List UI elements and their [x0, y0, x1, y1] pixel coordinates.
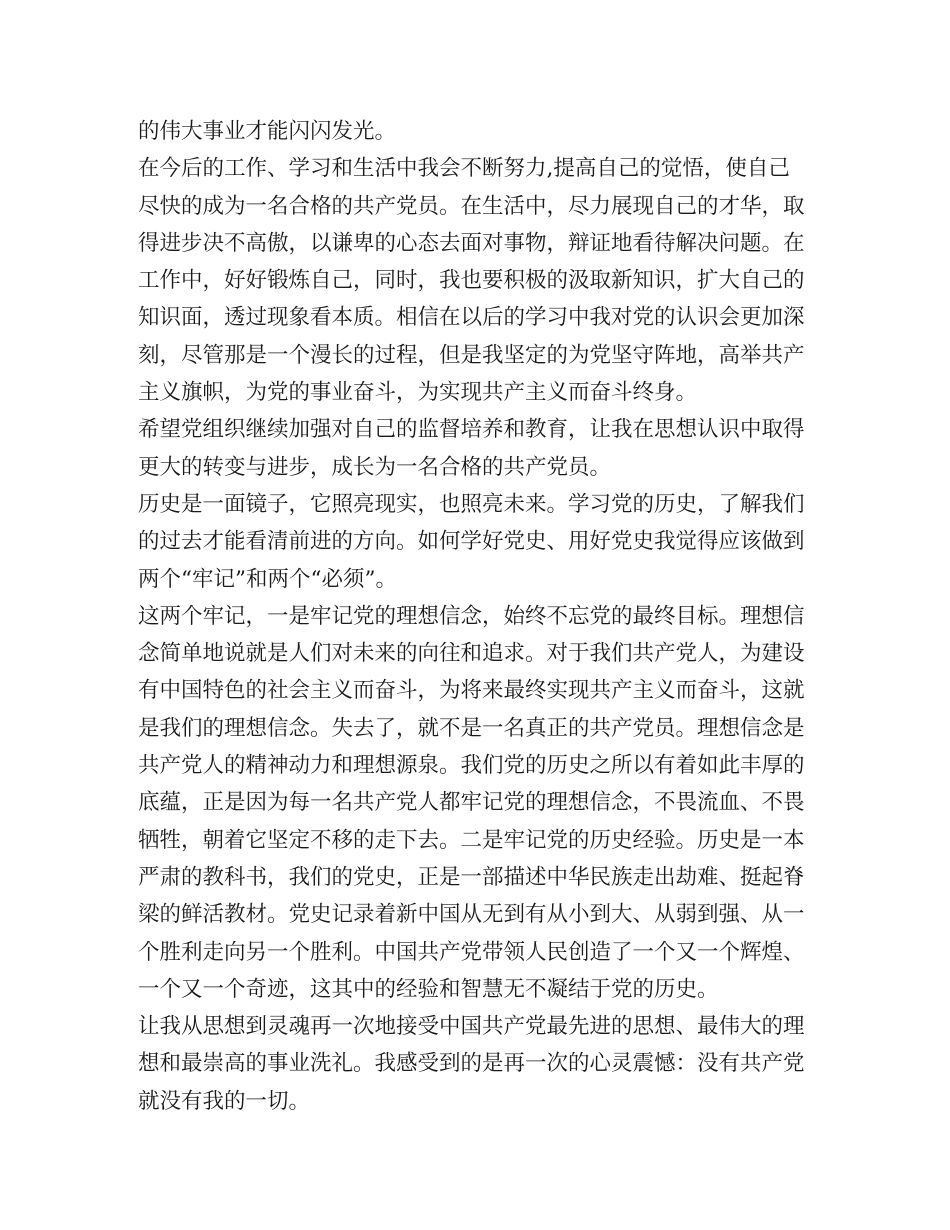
text-line: 两个“牢记”和两个“必须”。	[138, 566, 397, 592]
text-line: 历史是一面镜子，它照亮现实，也照亮未来。学习党的历史，了解我们	[138, 491, 805, 517]
text-line: 的过去才能看清前进的方向。如何学好党史、用好党史我觉得应该做到	[138, 529, 805, 555]
text-line: 底蕴，正是因为每一名共产党人都牢记党的理想信念，不畏流血、不畏	[138, 790, 805, 816]
text-line: 是我们的理想信念。失去了，就不是一名真正的共产党员。理想信念是	[138, 715, 805, 741]
text-line: 就没有我的一切。	[138, 1088, 311, 1114]
text-line: 这两个牢记，一是牢记党的理想信念，始终不忘党的最终目标。理想信	[138, 603, 805, 629]
text-line: 知识面，透过现象看本质。相信在以后的学习中我对党的认识会更加深	[138, 305, 805, 331]
text-line: 刻，尽管那是一个漫长的过程，但是我坚定的为党坚守阵地，高举共产	[138, 342, 805, 368]
text-line: 在今后的工作、学习和生活中我会不断努力,提高自己的觉悟，使自己	[138, 156, 790, 182]
text-line: 得进步决不高傲，以谦卑的心态去面对事物，辩证地看待解决问题。在	[138, 230, 805, 256]
text-line: 共产党人的精神动力和理想源泉。我们党的历史之所以有着如此丰厚的	[138, 753, 805, 779]
text-line: 让我从思想到灵魂再一次地接受中国共产党最先进的思想、最伟大的理	[138, 1014, 805, 1040]
text-line: 希望党组织继续加强对自己的监督培养和教育，让我在思想认识中取得	[138, 417, 805, 443]
document-body	[138, 113, 818, 1120]
text-line: 牺牲，朝着它坚定不移的走下去。二是牢记党的历史经验。历史是一本	[138, 827, 805, 853]
text-line: 一个又一个奇迹，这其中的经验和智慧无不凝结于党的历史。	[138, 976, 719, 1002]
text-line: 更大的转变与进步，成长为一名合格的共产党员。	[138, 454, 612, 480]
text-line: 念简单地说就是人们对未来的向往和追求。对于我们共产党人，为建设	[138, 641, 805, 667]
text-line: 主义旗帜，为党的事业奋斗，为实现共产主义而奋斗终身。	[138, 380, 698, 406]
text-line: 有中国特色的社会主义而奋斗，为将来最终实现共产主义而奋斗，这就	[138, 678, 805, 704]
text-line: 想和最崇高的事业洗礼。我感受到的是再一次的心灵震憾：没有共产党	[138, 1051, 805, 1077]
text-line: 的伟大事业才能闪闪发光。	[138, 119, 397, 144]
text-line: 工作中，好好锻炼自己，同时，我也要积极的汲取新知识，扩大自己的	[138, 268, 805, 294]
text-line: 严肃的教科书，我们的党史，正是一部描述中华民族走出劫难、挺起脊	[138, 864, 805, 890]
text-line: 个胜利走向另一个胜利。中国共产党带领人民创造了一个又一个辉煌、	[138, 939, 805, 965]
text-line: 尽快的成为一名合格的共产党员。在生活中，尽力展现自己的才华，取	[138, 193, 805, 219]
text-line: 梁的鲜活教材。党史记录着新中国从无到有从小到大、从弱到强、从一	[138, 902, 805, 928]
